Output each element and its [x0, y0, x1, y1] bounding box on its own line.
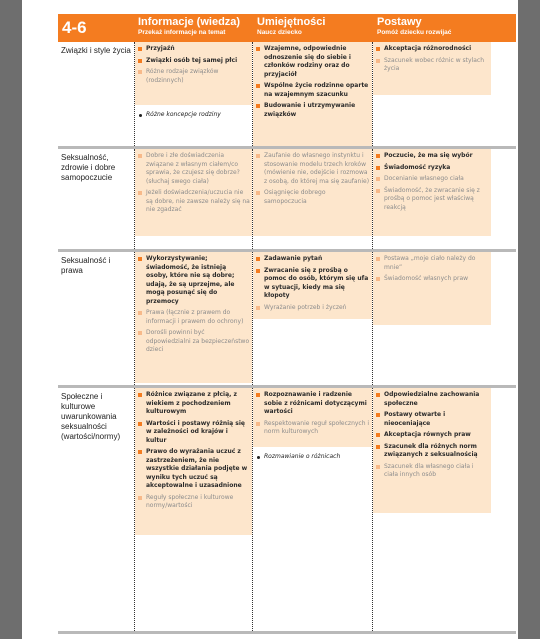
header-skills-title: Umiejętności — [257, 16, 326, 28]
skills-column — [253, 149, 373, 249]
list-item: Postawy otwarte i nieoceniające — [373, 411, 489, 428]
list-item: Wyrażanie potrzeb i życzeń — [253, 304, 370, 313]
header-attitudes — [373, 14, 491, 42]
section-rights — [58, 249, 516, 385]
list-item: Zadawanie pytań — [253, 255, 370, 264]
table-bottom-rule — [58, 631, 516, 634]
list-item: Wspólne życie rodzinne oparte na wzajemnym szacunku — [253, 82, 370, 99]
list-item: Szacunek dla różnych norm związanych z seksualnością — [373, 443, 489, 460]
list-item: Osiągnięcie dobrego samopoczucia — [253, 189, 370, 206]
list-item: Zaufanie do własnego instynktu i stosowanie modelu trzech kroków (mówienie nie, odejście i rozmowa z osobą, do której ma się zaufanie) — [253, 152, 370, 186]
list-item: Docenianie własnego ciała — [373, 175, 489, 184]
list-item: Różne rodzaje związków (rodzinnych) — [135, 68, 250, 85]
section-health — [58, 146, 516, 249]
list-item: Dorośli powinni być odpowiedzialni za bezpieczeństwo dzieci — [135, 329, 250, 355]
list-item: Szacunek dla własnego ciała i ciała innych osób — [373, 463, 489, 480]
skills-column — [253, 252, 373, 385]
list-item: Przyjaźń — [135, 45, 250, 54]
attitudes-highlight — [373, 42, 491, 95]
section-label: Społeczne i kulturowe uwarunkowania seksualności (wartości/normy) — [61, 392, 121, 441]
info-column — [134, 42, 253, 146]
attitudes-highlight — [373, 149, 491, 236]
list-item: Wzajemne, odpowiednie odnoszenie się do siebie i członków rodziny oraz do przyjaciół — [253, 45, 370, 79]
header-info-subtitle: Przekaż informacje na temat — [138, 29, 226, 36]
age-group-label: 4-6 — [62, 18, 87, 37]
section-label: Seksualność i prawa — [61, 256, 111, 275]
info-column — [134, 149, 253, 249]
list-item: Rozmawianie o różnicach — [253, 453, 372, 462]
info-highlight — [135, 388, 252, 535]
list-item: Akceptacja równych praw — [373, 431, 489, 440]
attitudes-highlight — [373, 252, 491, 325]
list-item: Świadomość ryzyka — [373, 164, 489, 173]
section-relationships — [58, 42, 516, 146]
info-highlight — [135, 149, 252, 236]
list-item: Różnice związane z płcią, z wiekiem z pochodzeniem kulturowym — [135, 391, 250, 417]
list-item: Świadomość, że zwracanie się z prośbą o pomoc jest właściwą reakcją — [373, 187, 489, 213]
document-page — [22, 0, 518, 639]
list-item: Budowanie i utrzymywanie związków — [253, 102, 370, 119]
attitudes-highlight — [373, 388, 491, 513]
skills-column — [253, 388, 373, 631]
skills-highlight — [253, 42, 372, 146]
list-item: Dobre i złe doświadczenia związane z własnym ciałem/co sprawia, że czujesz się dobrze? (słuchaj swego ciała) — [135, 152, 250, 186]
list-item: Związki osób tej samej płci — [135, 57, 250, 66]
list-item: Poczucie, że ma się wybór — [373, 152, 489, 161]
attitudes-column — [373, 149, 491, 249]
list-item: Prawa (łącznie z prawem do informacji i prawem do ochrony) — [135, 309, 250, 326]
list-item: Jeżeli doświadczenia/uczucia nie są dobre, nie zawsze należy się na nie zgadzać — [135, 189, 250, 215]
header-skills — [253, 14, 373, 42]
list-item: Wartości i postawy różnią się w zależności od krajów i kultur — [135, 420, 250, 446]
header-info-title: Informacje (wiedza) — [138, 16, 241, 28]
list-item: Świadomość własnych praw — [373, 275, 489, 284]
curriculum-table — [58, 14, 516, 634]
info-highlight — [135, 42, 252, 105]
header-skills-subtitle: Naucz dziecko — [257, 29, 302, 36]
attitudes-column — [373, 42, 491, 146]
attitudes-column — [373, 388, 491, 631]
info-column — [134, 388, 253, 631]
list-item: Zwracanie się z prośbą o pomoc do osób, którym się ufa w sytuacji, kiedy ma się kłopoty — [253, 267, 370, 301]
skills-highlight — [253, 149, 372, 236]
table-header — [58, 14, 516, 42]
list-item: Respektowanie reguł społecznych i norm kulturowych — [253, 420, 370, 437]
list-item: Odpowiedzialne zachowania społeczne — [373, 391, 489, 408]
list-item: Akceptacja różnorodności — [373, 45, 489, 54]
list-item: Postawa „moje ciało należy do mnie” — [373, 255, 489, 272]
section-label: Związki i style życia — [61, 46, 131, 55]
skills-highlight — [253, 388, 372, 447]
info-column — [134, 252, 253, 385]
list-item: Wykorzystywanie; świadomość, że istnieją osoby, które nie są dobre; udają, że są uprzejme, ale mogą posunąć się do przemocy — [135, 255, 250, 306]
info-highlight — [135, 252, 252, 383]
header-attitudes-subtitle: Pomóż dziecku rozwijać — [377, 29, 452, 36]
header-attitudes-title: Postawy — [377, 16, 422, 28]
skills-highlight — [253, 252, 372, 319]
list-item: Rozpoznawanie i radzenie sobie z różnicami dotyczącymi wartości — [253, 391, 370, 417]
header-info — [134, 14, 253, 42]
list-item: Reguły społeczne i kulturowe normy/wartości — [135, 494, 250, 511]
skills-column — [253, 42, 373, 146]
section-culture — [58, 385, 516, 631]
list-item: Różne koncepcje rodziny — [135, 111, 252, 120]
list-item: Szacunek wobec różnic w stylach życia — [373, 57, 489, 74]
section-label: Seksualność, zdrowie i dobre samopoczucie — [61, 153, 116, 182]
list-item: Prawo do wyrażania uczuć z zastrzeżeniem, że nie wszystkie działania podjęte w wyniku tych uczuć są akceptowalne i uzasadnione — [135, 448, 250, 491]
attitudes-column — [373, 252, 491, 385]
